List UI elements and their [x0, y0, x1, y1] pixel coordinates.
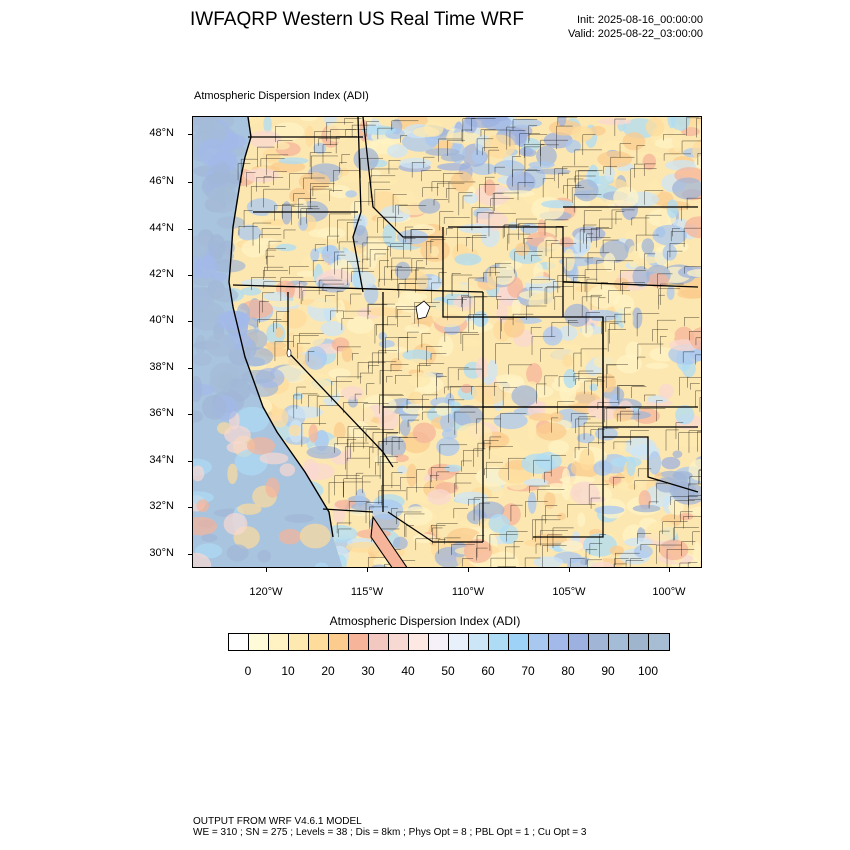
lon-tick: [468, 568, 469, 572]
colorbar-swatch: [569, 634, 589, 650]
colorbar-tick-label: 0: [244, 664, 252, 678]
lat-label: 32°N: [149, 500, 174, 512]
lon-tick: [669, 568, 670, 572]
colorbar-swatch: [589, 634, 609, 650]
colorbar-swatch: [529, 634, 549, 650]
colorbar-tick-label: 10: [281, 664, 295, 678]
colorbar-tick-label: 50: [441, 664, 455, 678]
colorbar-swatch: [409, 634, 429, 650]
colorbar-tick-label: 70: [521, 664, 535, 678]
lake-tahoe: [287, 349, 291, 357]
lon-label: 105°W: [552, 586, 586, 598]
lat-label: 30°N: [149, 547, 174, 559]
lat-tick: [188, 507, 192, 508]
lat-tick: [188, 461, 192, 462]
lat-label: 40°N: [149, 314, 174, 326]
colorbar-swatch: [489, 634, 509, 650]
colorbar-swatch: [329, 634, 349, 650]
colorbar-swatch: [449, 634, 469, 650]
colorbar-swatch: [309, 634, 329, 650]
lat-tick: [188, 368, 192, 369]
lat-label: 48°N: [149, 127, 174, 139]
run-times: [568, 13, 703, 41]
colorbar-swatch: [229, 634, 249, 650]
colorbar-tick-label: 30: [361, 664, 375, 678]
lon-label: 100°W: [652, 586, 686, 598]
map-panel: [192, 116, 702, 568]
colorbar-tick-label: 20: [321, 664, 335, 678]
lat-tick: [188, 229, 192, 230]
lon-label: 110°W: [451, 586, 485, 598]
colorbar-swatch: [269, 634, 289, 650]
colorbar-tick-label: 80: [561, 664, 575, 678]
footer-model-line: OUTPUT FROM WRF V4.6.1 MODEL: [193, 816, 362, 827]
colorbar-swatch: [369, 634, 389, 650]
lat-tick: [188, 275, 192, 276]
lon-label: 115°W: [350, 586, 384, 598]
lon-tick: [367, 568, 368, 572]
lat-label: 44°N: [149, 222, 174, 234]
lat-label: 46°N: [149, 175, 174, 187]
plot-title: IWFAQRP Western US Real Time WRF: [190, 9, 524, 30]
colorbar-swatch: [349, 634, 369, 650]
colorbar-swatch: [469, 634, 489, 650]
colorbar-swatch: [509, 634, 529, 650]
colorbar-tick-label: 40: [401, 664, 415, 678]
lat-tick: [188, 321, 192, 322]
colorbar-swatch: [289, 634, 309, 650]
colorbar-title: Atmospheric Dispersion Index (ADI): [329, 614, 521, 628]
lat-tick: [188, 134, 192, 135]
colorbar-tick-label: 90: [601, 664, 615, 678]
valid-time: Valid: 2025-08-22_03:00:00: [568, 28, 703, 40]
colorbar-tick-label: 60: [481, 664, 495, 678]
adi-map: [193, 117, 702, 568]
lat-label: 36°N: [149, 407, 174, 419]
colorbar-tick-label: 100: [637, 664, 659, 678]
map-subtitle: Atmospheric Dispersion Index (ADI): [194, 90, 369, 102]
colorbar-swatch: [389, 634, 409, 650]
lat-tick: [188, 182, 192, 183]
colorbar-swatch: [629, 634, 649, 650]
colorbar-swatch: [429, 634, 449, 650]
colorbar-swatch: [609, 634, 629, 650]
lon-tick: [266, 568, 267, 572]
init-time: Init: 2025-08-16_00:00:00: [577, 14, 703, 26]
lat-tick: [188, 554, 192, 555]
lon-tick: [569, 568, 570, 572]
lat-label: 38°N: [149, 361, 174, 373]
colorbar-swatch: [249, 634, 269, 650]
lat-label: 42°N: [149, 268, 174, 280]
footer-config-line: WE = 310 ; SN = 275 ; Levels = 38 ; Dis = 8km ; Phys Opt = 8 ; PBL Opt = 1 ; Cu Opt = 3: [193, 827, 587, 838]
colorbar-swatch: [549, 634, 569, 650]
colorbar-swatch: [649, 634, 669, 650]
model-footer: [193, 816, 586, 838]
lat-tick: [188, 414, 192, 415]
colorbar: [228, 633, 670, 651]
lon-label: 120°W: [249, 586, 283, 598]
lat-label: 34°N: [149, 454, 174, 466]
